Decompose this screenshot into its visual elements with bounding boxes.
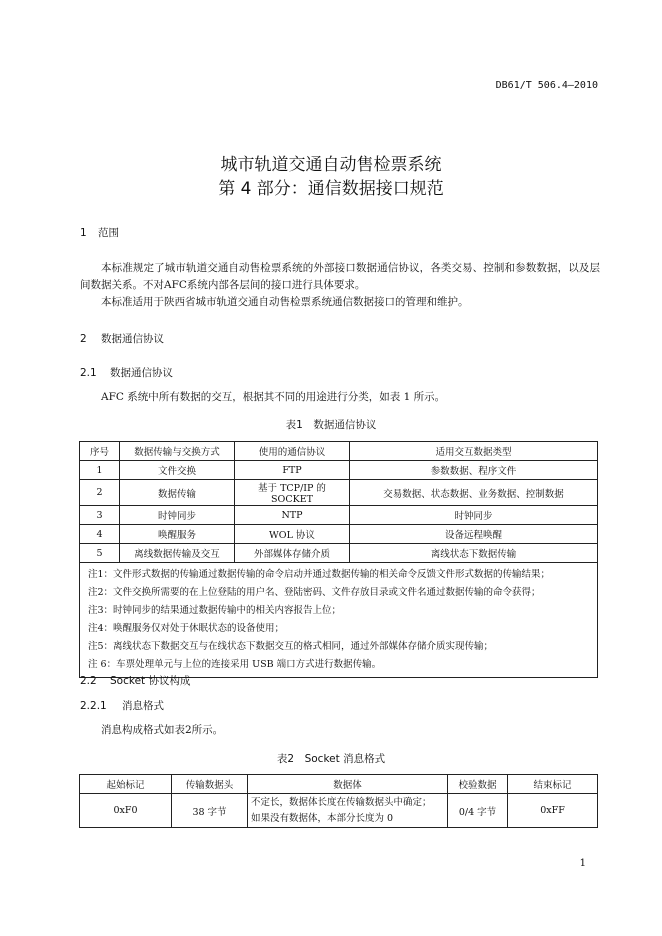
- table-cell: WOL 协议: [235, 525, 350, 544]
- table-cell: 5: [80, 544, 120, 563]
- header-cell: 校验数据: [448, 775, 508, 794]
- table-row: [80, 525, 598, 544]
- table-notes-row: [80, 563, 598, 678]
- table-cell: 设备远程唤醒: [350, 525, 598, 544]
- table-header-row: [80, 442, 598, 461]
- table-row: [80, 506, 598, 525]
- table-1-caption: 表1 数据通信协议: [285, 419, 377, 431]
- header-cell: 数据传输与交换方式: [120, 442, 235, 461]
- section-2-2-1-body: [80, 722, 600, 739]
- section-title: Socket 协议构成: [110, 675, 191, 687]
- table-note: 注4：唤醒服务仅对处于休眠状态的设备使用；: [88, 623, 285, 634]
- section-2-1-heading: [80, 365, 173, 380]
- table-cell: 2: [80, 480, 120, 506]
- table-cell: 38 字节: [172, 794, 248, 828]
- section-number: 2.2: [80, 675, 97, 687]
- table-row: [80, 461, 598, 480]
- table-cell: 0xFF: [508, 794, 598, 828]
- table-cell: 时钟同步: [120, 506, 235, 525]
- section-number: 2.1: [80, 367, 97, 379]
- table-header-row: [80, 775, 598, 794]
- table-cell: 外部媒体存储介质: [235, 544, 350, 563]
- paragraph: 本标准规定了城市轨道交通自动售检票系统的外部接口数据通信协议，各类交易、控制和参数数据，以及层间数据关系。不对AFC系统内部各层间的接口进行具体要求。: [80, 262, 600, 291]
- header-cell: 序号: [80, 442, 120, 461]
- document-title-line2: 第 4 部分：通信数据接口规范: [218, 179, 444, 199]
- table-note: 注1：文件形式数据的传输通过数据传输的命令启动并通过数据传输的相关命令反馈文件形式数据的传输结果；: [88, 569, 551, 580]
- paragraph: 本标准适用于陕西省城市轨道交通自动售检票系统通信数据接口的管理和维护。: [101, 296, 469, 308]
- table-2-caption: 表2 Socket 消息格式: [276, 753, 386, 765]
- table-cell: NTP: [235, 506, 350, 525]
- paragraph: AFC 系统中所有数据的交互，根据其不同的用途进行分类，如表 1 所示。: [101, 391, 446, 403]
- cell-line: 如果没有数据体，本部分长度为 0: [251, 812, 394, 824]
- table-notes-cell: [80, 563, 598, 678]
- table-row: [80, 794, 598, 828]
- page-number: 1: [579, 858, 586, 869]
- table-note: 注 6：车票处理单元与上位的连接采用 USB 端口方式进行数据传输。: [88, 659, 382, 670]
- header-cell: 起始标记: [80, 775, 172, 794]
- table-cell: FTP: [235, 461, 350, 480]
- section-number: 2: [80, 333, 87, 345]
- section-number: 1: [80, 227, 87, 239]
- section-title: 消息格式: [122, 700, 164, 712]
- document-title-line1: 城市轨道交通自动售检票系统: [220, 155, 442, 175]
- table-cell: 基于 TCP/IP 的 SOCKET: [235, 480, 350, 506]
- table-cell: 数据传输: [120, 480, 235, 506]
- section-1-body: [80, 260, 600, 311]
- table-cell: 4: [80, 525, 120, 544]
- paragraph: 消息构成格式如表2所示。: [101, 724, 224, 736]
- table-cell: 离线数据传输及交互: [120, 544, 235, 563]
- section-2-heading: [80, 331, 164, 346]
- table-2-socket-message-format: [79, 774, 598, 828]
- table-cell: 时钟同步: [350, 506, 598, 525]
- section-2-1-body: [80, 389, 600, 406]
- section-2-2-1-heading: [80, 698, 164, 713]
- table-note: 注5：离线状态下数据交互与在线状态下数据交互的格式相同，通过外部媒体存储介质实现传输；: [88, 641, 494, 652]
- table-cell: 文件交换: [120, 461, 235, 480]
- section-number: 2.2.1: [80, 700, 107, 712]
- section-title: 范围: [98, 227, 119, 239]
- cell-line: 不定长，数据体长度在传输数据头中确定；: [251, 796, 432, 808]
- header-cell: 数据体: [248, 775, 448, 794]
- table-cell-data-body: [248, 794, 448, 828]
- header-cell: 传输数据头: [172, 775, 248, 794]
- section-title: 数据通信协议: [110, 367, 173, 379]
- standard-code: DB61/T 506.4—2010: [495, 80, 598, 91]
- table-cell: 1: [80, 461, 120, 480]
- section-2-2-heading: [80, 673, 190, 688]
- table-row: [80, 480, 598, 506]
- header-cell: 结束标记: [508, 775, 598, 794]
- table-note: 注3：时钟同步的结果通过数据传输中的相关内容报告上位；: [88, 605, 342, 616]
- table-cell: 交易数据、状态数据、业务数据、控制数据: [350, 480, 598, 506]
- table-row: [80, 544, 598, 563]
- table-1-data-communication-protocol: [79, 441, 598, 678]
- table-cell: 参数数据、程序文件: [350, 461, 598, 480]
- table-cell: 3: [80, 506, 120, 525]
- header-cell: 适用交互数据类型: [350, 442, 598, 461]
- header-cell: 使用的通信协议: [235, 442, 350, 461]
- table-cell: 唤醒服务: [120, 525, 235, 544]
- section-1-heading: [80, 225, 119, 240]
- table-note: 注2：文件交换所需要的在上位登陆的用户名、登陆密码、文件存放目录或文件名通过数据传输的命令获得；: [88, 587, 541, 598]
- table-cell: 0xF0: [80, 794, 172, 828]
- table-cell: 离线状态下数据传输: [350, 544, 598, 563]
- table-cell: 0/4 字节: [448, 794, 508, 828]
- section-title: 数据通信协议: [101, 333, 164, 345]
